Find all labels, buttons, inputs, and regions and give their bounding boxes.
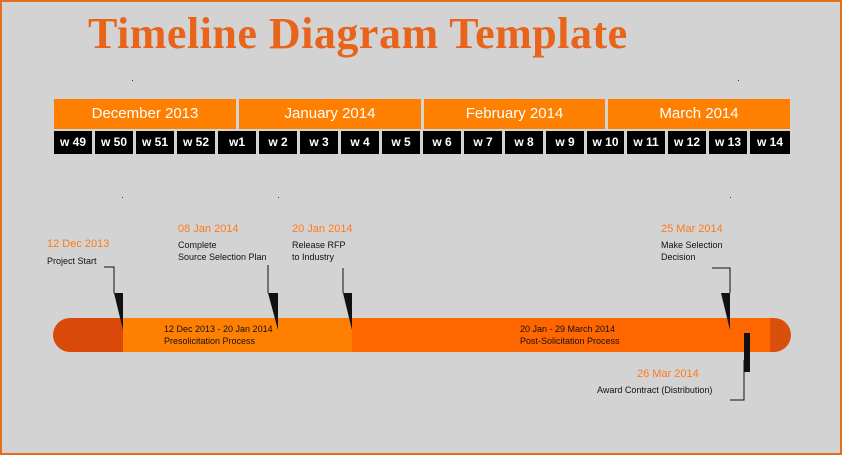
milestone-label: Award Contract (Distribution) xyxy=(597,385,713,395)
milestone-date: 20 Jan 2014 xyxy=(292,223,353,235)
week-cell: w 2 xyxy=(259,131,297,154)
week-cell: w 51 xyxy=(136,131,174,154)
diagram-title: Timeline Diagram Template xyxy=(88,9,628,58)
phase-range: 12 Dec 2013 - 20 Jan 2014 xyxy=(164,324,273,334)
phase-name: Presolicitation Process xyxy=(164,336,256,346)
week-cell: w 10 xyxy=(587,131,624,154)
week-cell: w1 xyxy=(218,131,256,154)
week-cell: w 9 xyxy=(546,131,584,154)
milestone-label: Complete xyxy=(178,240,217,250)
milestone-label: Project Start xyxy=(47,256,97,266)
week-cell: w 7 xyxy=(464,131,502,154)
month-header: January 2014 xyxy=(239,99,421,129)
month-header: March 2014 xyxy=(608,99,790,129)
bar-segment-end xyxy=(770,318,791,352)
milestone-label: Decision xyxy=(661,252,696,262)
week-cell: w 52 xyxy=(177,131,215,154)
week-cell: w 5 xyxy=(382,131,420,154)
week-cell: w 11 xyxy=(627,131,665,154)
milestone-label: Make Selection xyxy=(661,240,723,250)
phase-name: Post-Solicitation Process xyxy=(520,336,620,346)
week-cell: w 49 xyxy=(54,131,92,154)
milestone-label: Release RFP xyxy=(292,240,346,250)
week-cell: w 4 xyxy=(341,131,379,154)
week-cell: w 13 xyxy=(709,131,747,154)
week-cell: w 12 xyxy=(668,131,706,154)
week-cell: w 14 xyxy=(750,131,790,154)
milestone-label: to Industry xyxy=(292,252,335,262)
milestone-date: 26 Mar 2014 xyxy=(637,368,699,380)
month-header: February 2014 xyxy=(424,99,605,129)
milestone-date: 12 Dec 2013 xyxy=(47,238,110,250)
milestone-date: 08 Jan 2014 xyxy=(178,223,239,235)
week-cell: w 3 xyxy=(300,131,338,154)
bar-segment-start xyxy=(53,318,123,352)
week-cell: w 8 xyxy=(505,131,543,154)
phase-range: 20 Jan - 29 March 2014 xyxy=(520,324,616,334)
week-cell: w 50 xyxy=(95,131,133,154)
milestone-date: 25 Mar 2014 xyxy=(661,223,723,235)
milestone-label: Source Selection Plan xyxy=(178,252,267,262)
week-cell: w 6 xyxy=(423,131,461,154)
month-header: December 2013 xyxy=(54,99,236,129)
